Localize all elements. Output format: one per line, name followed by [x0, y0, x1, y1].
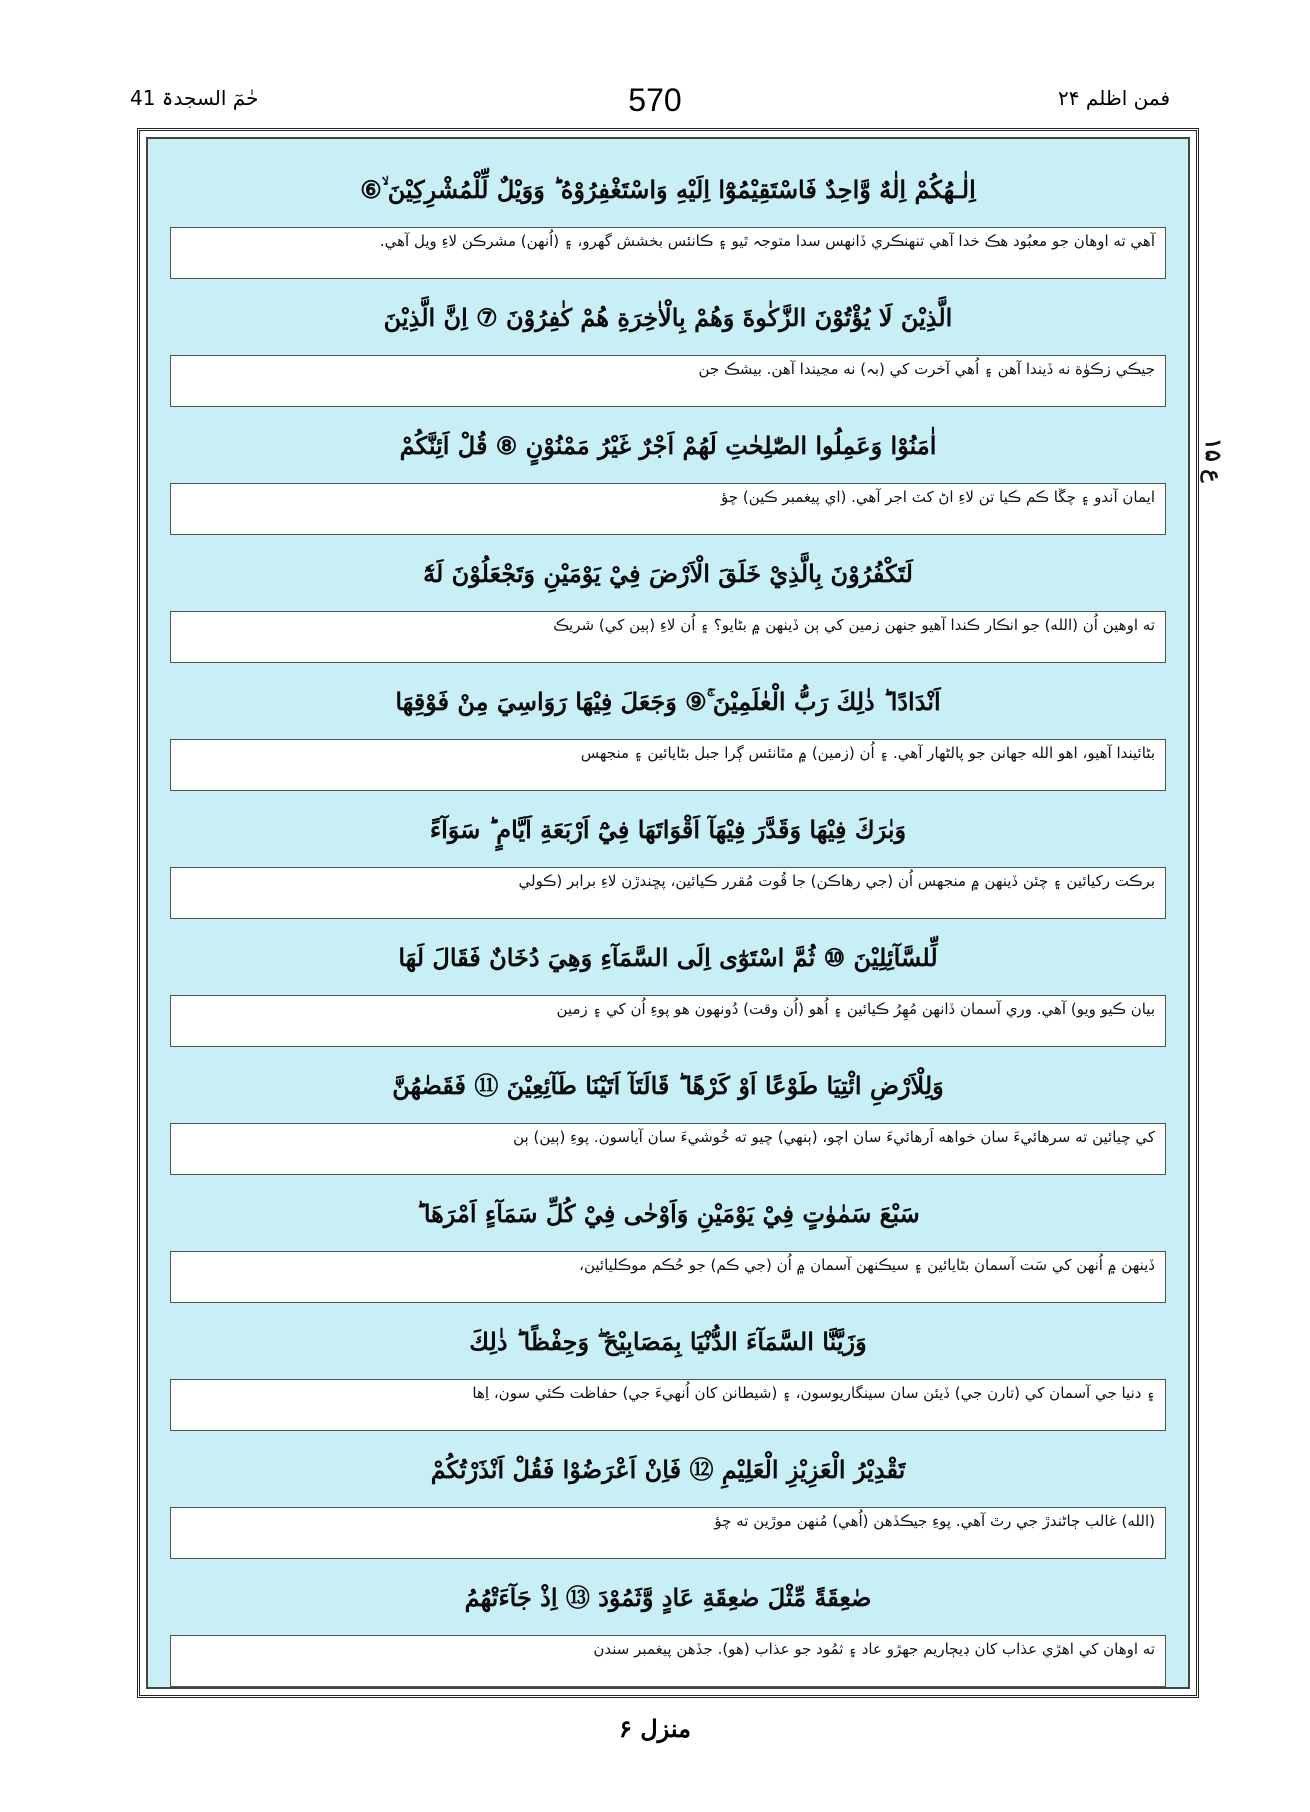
- text-panel: [146, 137, 1190, 1689]
- manzil-footer: منزل ۶: [618, 1714, 692, 1743]
- sindhi-translation: کي چيائين ته سرهائيءَ سان خواهه اَرهائيءَ سان اچو، (ٻنهي) چيو ته خُوشيءَ سان آياسون. پوءِ (ٻين) ٻن: [170, 1123, 1166, 1175]
- arabic-text: اٰمَنُوْا وَعَمِلُوا الصّٰلِحٰتِ لَهُمْ اَجْرٌ غَيْرُ مَمْنُوْنٍ ⑧ قُلْ اَئِنَّكُمْ: [399, 431, 937, 460]
- sindhi-translation: ڏينهن ۾ اُنهن کي سَت آسمان بڻايائين ۽ سيڪنهن آسمان ۾ اُن (جي ڪم) جو حُڪم موڪليائين،: [170, 1251, 1166, 1303]
- arabic-text: لِّلسَّآئِلِيْنَ ⑩ ثُمَّ اسْتَوٰٓى اِلَى السَّمَآءِ وَهِيَ دُخَانٌ فَقَالَ لَهَا: [398, 943, 938, 972]
- arabic-text: وَبٰرَكَ فِيْهَا وَقَدَّرَ فِيْهَآ اَقْوَاتَهَا فِيْٓ اَرْبَعَةِ اَيَّامٍ ؕ سَوَآءً: [429, 815, 907, 844]
- arabic-text: اِلٰـهُكُمْ اِلٰهٌ وَّاحِدٌ فَاسْتَقِيْمُوْٓا اِلَيْهِ وَاسْتَغْفِرُوْهُ ؕ وَوَيْلٌ لِّلْمُشْرِكِيْنَ ۙ⑥: [360, 175, 976, 204]
- arabic-text: سَبْعَ سَمٰوٰتٍ فِيْ يَوْمَيْنِ وَاَوْحٰى فِيْ كُلِّ سَمَآءٍ اَمْرَهَا ؕ: [416, 1199, 920, 1228]
- sindhi-translation: آهي ته اوهان جو معبُود هڪ خدا آهي تنهنڪري ڏانهس سدا متوجہ ٿيو ۽ ڪانئس بخشش گهرو، ۽ (اُنهن) مشرڪن لاءِ ويل آهي.: [170, 227, 1166, 279]
- sindhi-translation: برڪت رکيائين ۽ چئن ڏينهن ۾ منجهس اُن (جي رهاڪن) جا قُوت مُقرر ڪيائين، پڇندڙن لاءِ برابر (ڪولي: [170, 867, 1166, 919]
- surah-name-header: حٰمٓ السجدۃ 41: [130, 86, 259, 110]
- ruku-marker: ع ۱۵: [1200, 438, 1226, 483]
- sindhi-translation: بڻائيندا آهيو، اهو الله جهانن جو پالڻهار آهي. ۽ اُن (زمين) ۾ مٿانئس ڳرا جبل بڻايائين ۽ منجهس: [170, 739, 1166, 791]
- sindhi-translation: ته اوهان کي اهڙي عذاب کان ڊيڄاريم جهڙو عاد ۽ ثمُود جو عذاب (هو). جڏهن پيغمبر سندن: [170, 1635, 1166, 1687]
- sindhi-translation: ايمان آندو ۽ چڱا ڪم ڪيا تن لاءِ اڻ کٽ اجر آهي. (اي پيغمبر ڪين) چؤ: [170, 483, 1166, 535]
- sindhi-translation: جيڪي زڪوٰة نه ڏيندا آهن ۽ اُهي آخرت کي (بہ) نه مڃيندا آهن. بيشڪ جن: [170, 355, 1166, 407]
- verses-container: [156, 145, 1180, 1681]
- arabic-text: تَقْدِيْرُ الْعَزِيْزِ الْعَلِيْمِ ⑫ فَاِنْ اَعْرَضُوْا فَقُلْ اَنْذَرْتُكُمْ: [430, 1455, 906, 1484]
- para-name-header: فمن اظلم ۲۴: [1058, 86, 1170, 110]
- sindhi-translation: ته اوهين اُن (الله) جو انڪار ڪندا آهيو جنهن زمين کي ٻن ڏينهن ۾ بڻايو؟ ۽ اُن لاءِ (ٻين کي) شريڪ: [170, 611, 1166, 663]
- arabic-text: وَلِلْاَرْضِ ائْتِيَا طَوْعًا اَوْ كَرْهًا ؕ قَالَتَآ اَتَيْنَا طَآئِعِيْنَ ⑪ فَقَضٰهُنَّ: [392, 1071, 944, 1100]
- page-frame: [137, 128, 1199, 1698]
- sindhi-translation: بيان ڪيو ويو) آهي. وري آسمان ڏانهن مُهِرُ ڪيائين ۽ اُهو (اُن وقت) دُونهون هو پوءِ اُن کي ۽ زمين: [170, 995, 1166, 1047]
- arabic-text: لَتَكْفُرُوْنَ بِالَّذِيْ خَلَقَ الْاَرْضَ فِيْ يَوْمَيْنِ وَتَجْعَلُوْنَ لَهٗٓ: [423, 559, 913, 588]
- arabic-text: الَّذِيْنَ لَا يُؤْتُوْنَ الزَّكٰوةَ وَهُمْ بِالْاٰخِرَةِ هُمْ كٰفِرُوْنَ ⑦ اِنَّ الَّذِيْنَ: [383, 303, 953, 332]
- arabic-text: صٰعِقَةً مِّثْلَ صٰعِقَةِ عَادٍ وَّثَمُوْدَ ⑬ اِذْ جَآءَتْهُمُ: [464, 1583, 872, 1612]
- sindhi-translation: (الله) غالب ڄاڻندڙ جي رٿ آهي. پوءِ جيڪڏهن (اُهي) مُنهن موڙين ته چؤ: [170, 1507, 1166, 1559]
- arabic-text: اَنْدَادًا ؕ ذٰلِكَ رَبُّ الْعٰلَمِيْنَ ۚ⑨ وَجَعَلَ فِيْهَا رَوَاسِيَ مِنْ فَوْقِهَا: [395, 687, 941, 716]
- arabic-text: وَزَيَّنَّا السَّمَآءَ الدُّنْيَا بِمَصَابِيْحَ ۖ وَحِفْظًا ؕ ذٰلِكَ: [469, 1327, 867, 1356]
- page-number: 570: [628, 82, 682, 118]
- sindhi-translation: ۽ دنيا جي آسمان کي (تارن جي) ڏيئن سان سينگاريوسون، ۽ (شيطانن کان اُنهيءَ جي) حفاظت ڪئي سون، اِها: [170, 1379, 1166, 1431]
